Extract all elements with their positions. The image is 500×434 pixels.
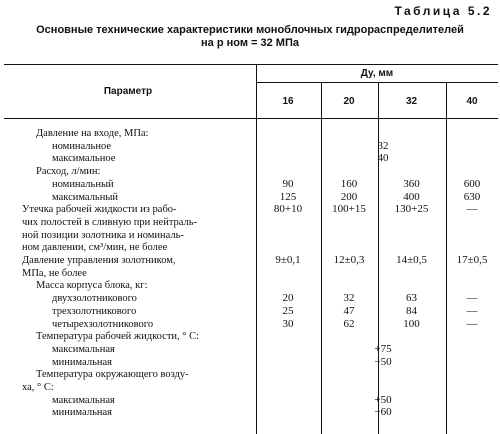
row-parameter: минимальная [52,356,112,368]
row-parameter: номинальный [52,178,114,190]
row-value: 12±0,3 [333,254,365,266]
row-value: 32 [343,292,355,305]
row-value: 400 [403,190,420,203]
table-row [0,306,500,317]
row-parameter: минимальная [52,407,112,419]
caption-line-1: Основные технические характеристики моноблочных гидрораспределителей [36,24,464,36]
header-col-32: 32 [405,96,418,107]
table-row [0,331,500,342]
row-parameter: Масса корпуса блока, кг: [36,280,148,292]
row-value: 80+10 [273,203,303,216]
row-value: 90 [282,177,294,190]
row-value: 100 [403,317,420,330]
row-value: — [466,304,478,317]
table-row [0,268,500,279]
table-row [0,357,500,368]
row-parameter: Температура окружающего возду- [36,369,189,381]
row-value: 100+15 [332,203,366,216]
row-value: 30 [282,317,294,330]
table-row [0,128,500,139]
row-parameter: чих полостей в сливную при нейтраль- [22,216,198,228]
table-label: Таблица 5.2 [394,4,492,18]
row-value-shared: 40 [377,152,389,165]
row-value: 360 [403,177,420,190]
row-value-shared: +50 [374,393,392,406]
header-du: Ду, мм [360,68,394,79]
table-row [0,344,500,355]
row-parameter: ной позиции золотника и номиналь- [22,229,184,241]
row-value: 14±0,5 [396,254,427,266]
row-parameter: Температура рабочей жидкости, ° С: [36,331,200,343]
row-value: — [466,317,478,330]
row-parameter: Давление на входе, МПа: [36,128,149,139]
du-rule [256,82,498,83]
table-row [0,369,500,380]
row-value: 84 [406,304,417,317]
table-row [0,204,500,215]
row-value-shared: −50 [374,355,392,368]
header-col-20: 20 [343,96,355,107]
row-parameter: максимальная [52,343,115,355]
row-value: 17±0,5 [456,254,488,266]
row-value: 62 [343,317,355,330]
row-value: 160 [340,177,358,190]
table-row [0,293,500,304]
row-value: 63 [406,292,417,305]
table-row [0,395,500,406]
row-value: 630 [463,190,481,203]
row-parameter: максимальная [52,394,115,406]
row-parameter: ха, ° С: [22,382,54,393]
row-value: 125 [279,190,297,203]
table-caption [0,24,500,50]
header-col-40: 40 [466,96,478,107]
table-row [0,153,500,164]
table-row [0,242,500,253]
header-param: Параметр [103,86,153,97]
table-top-rule [4,64,498,65]
row-parameter: ном давлении, см³/мин, не более [22,242,168,254]
row-value: 130+25 [394,203,429,216]
row-value: 20 [282,292,294,305]
row-value: 600 [463,177,481,190]
row-parameter: Утечка рабочей жидкости из рабо- [22,204,177,216]
header-bottom-rule [4,118,498,119]
row-parameter: Давление управления золотником, [22,255,176,266]
table-row [0,179,500,190]
table-row [0,217,500,228]
table-row [0,407,500,418]
row-parameter: номинальное [52,140,111,152]
caption-line-2: на p ном = 32 МПа [201,37,299,49]
row-parameter: Расход, л/мин: [36,166,101,178]
row-parameter: максимальный [52,191,118,203]
row-value-shared: +75 [374,342,392,355]
row-value-shared: 32 [377,139,389,152]
table-row [0,255,500,266]
row-value: 25 [282,304,294,317]
table-row [0,382,500,393]
row-value: 47 [343,304,355,317]
row-parameter: трехзолотникового [52,305,137,317]
row-parameter: четырехзолотникового [52,318,154,330]
row-value: 200 [340,190,358,203]
row-value: — [466,203,478,216]
row-value-shared: −60 [374,406,392,419]
row-parameter: МПа, не более [22,267,87,279]
row-value: — [466,292,478,305]
table-row [0,280,500,291]
table-row [0,230,500,241]
header-col-16: 16 [282,96,294,107]
table-row [0,141,500,152]
row-parameter: двухзолотникового [52,293,137,305]
table-row [0,319,500,330]
row-parameter: максимальное [52,153,116,165]
row-value: 9±0,1 [275,254,301,266]
table-row [0,192,500,203]
table-row [0,166,500,177]
